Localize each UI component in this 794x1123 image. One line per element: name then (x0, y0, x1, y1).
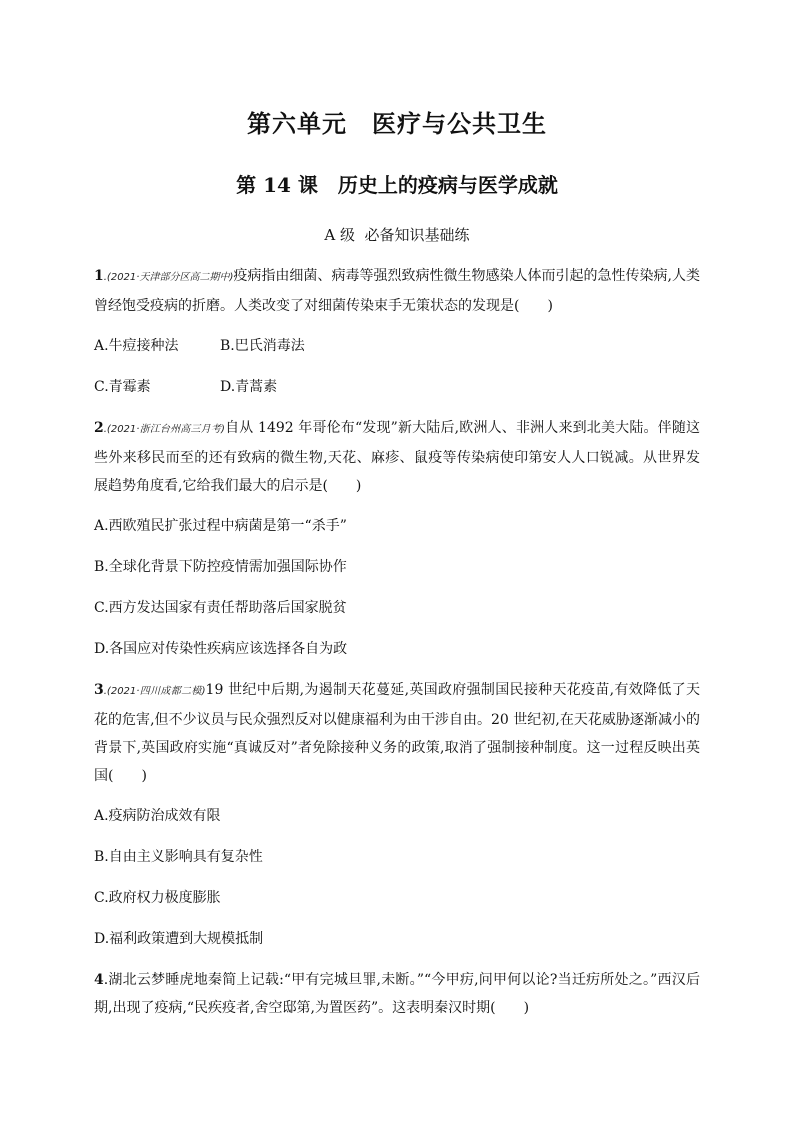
question-source: .(2021·天津部分区高二期中) (103, 272, 234, 283)
level-title: A 级 必备知识基础练 (324, 226, 470, 244)
unit-title: 第六单元 医疗与公共卫生 (247, 109, 547, 138)
question-text: .湖北云梦睡虎地秦简上记载:“甲有完城旦罪,未断。”“今甲疠,问甲何以论?当迁疠所处之。”西汉后期,出现了疫病,“民疾疫者,舍空邸第,为置医药”。这表明秦汉时期( ) (94, 972, 700, 1016)
question-source: .(2021·四川成都二模) (103, 686, 206, 697)
option-d: D.青蒿素 (220, 379, 278, 395)
option-b: B.巴氏消毒法 (220, 338, 305, 354)
question-stem (94, 676, 700, 790)
option-row (94, 373, 700, 401)
option-b: B.全球化背景下防控疫情需加强国际协作 (94, 559, 347, 575)
option-a: A.疫病防治成效有限 (94, 808, 221, 824)
question-number: 4 (94, 972, 104, 988)
question-1 (94, 262, 700, 401)
question-stem (94, 966, 700, 1022)
question-stem (94, 262, 700, 320)
option-c: C.青霉素 (94, 379, 151, 395)
question-number: 1 (94, 268, 104, 284)
question-text: 19 世纪中后期,为遏制天花蔓延,英国政府强制国民接种天花疫苗,有效降低了天花的危害,但不少议员与民众强烈反对以健康福利为由干涉自由。20 世纪初,在天花威胁逐渐减小的背景下,英国政府实施“真诚反对”者免除接种义务的政策,取消了强制接种制度。这一过程反映出英国( ) (94, 682, 700, 784)
question-3 (94, 676, 700, 953)
question-number: 2 (94, 420, 104, 436)
option-b: B.自由主义影响具有复杂性 (94, 849, 263, 865)
question-list (94, 262, 700, 1034)
question-text: 疫病指由细菌、病毒等强烈致病性微生物感染人体而引起的急性传染病,人类曾经饱受疫病的折磨。人类改变了对细菌传染束手无策状态的发现是( ) (94, 268, 700, 314)
lesson-title: 第 14 课 历史上的疫病与医学成就 (236, 173, 558, 197)
question-stem (94, 414, 700, 500)
option-a: A.牛痘接种法 (94, 338, 179, 354)
option-d: D.福利政策遭到大规模抵制 (94, 931, 264, 947)
option-a: A.西欧殖民扩张过程中病菌是第一“杀手” (94, 518, 347, 534)
option-d: D.各国应对传染性疾病应该选择各自为政 (94, 641, 348, 657)
question-source: .(2021·浙江台州高三月考) (103, 424, 225, 435)
option-c: C.西方发达国家有责任帮助落后国家脱贫 (94, 600, 347, 616)
question-2 (94, 414, 700, 663)
option-row (94, 332, 700, 360)
question-4 (94, 966, 700, 1022)
question-number: 3 (94, 682, 104, 698)
question-text: 自从 1492 年哥伦布“发现”新大陆后,欧洲人、非洲人来到北美大陆。伴随这些外来移民而至的还有致病的微生物,天花、麻疹、鼠疫等传染病使印第安人人口锐减。从世界发展趋势角度看,它给我们最大的启示是( ) (94, 420, 701, 494)
option-c: C.政府权力极度膨胀 (94, 890, 221, 906)
